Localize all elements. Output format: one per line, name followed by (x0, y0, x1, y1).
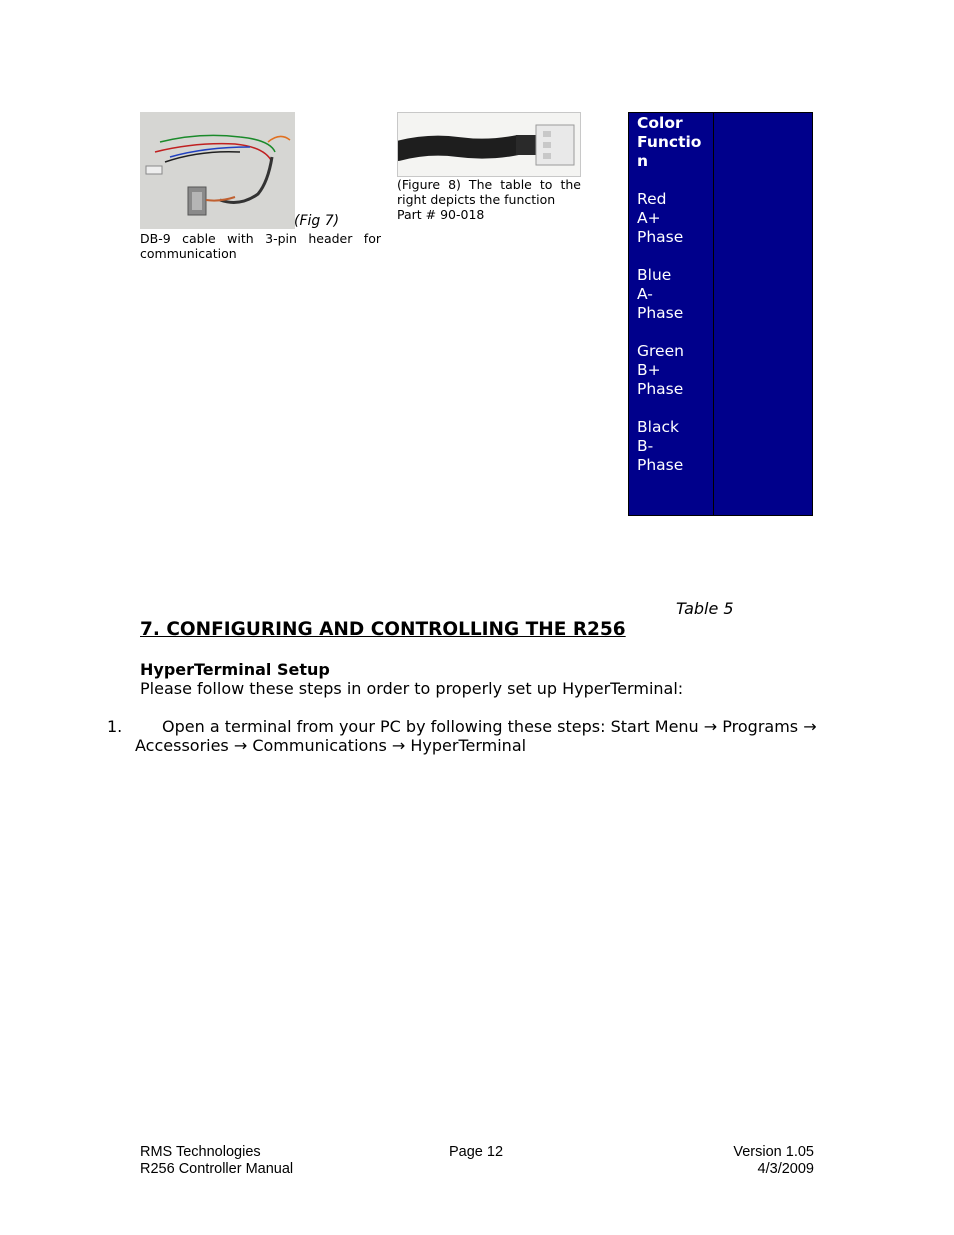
row-color: Black (637, 418, 679, 436)
row-phase-word: Phase (637, 304, 684, 322)
header-line-3: n (637, 152, 649, 170)
step-text-line1: Open a terminal from your PC by following these steps: Start Menu → Programs → (162, 717, 817, 736)
table-header (637, 114, 711, 171)
color-function-table (628, 112, 813, 516)
footer-left (140, 1144, 293, 1178)
figure-8-caption-line3: Part # 90-018 (397, 207, 485, 222)
table-first-column (637, 114, 711, 475)
intro-paragraph: Please follow these steps in order to properly set up HyperTerminal: (140, 679, 684, 698)
subsection-heading: HyperTerminal Setup (140, 660, 330, 679)
footer-right (640, 1144, 814, 1178)
row-phase: B- (637, 437, 654, 455)
table-caption: Table 5 (676, 599, 734, 618)
row-color: Blue (637, 266, 672, 284)
table-column-divider (713, 113, 714, 515)
row-color: Green (637, 342, 684, 360)
table-row-green (637, 342, 711, 399)
db9-cable-illustration (140, 112, 295, 229)
footer-version: Version 1.05 (733, 1144, 814, 1160)
row-phase-word: Phase (637, 456, 684, 474)
step-text-line2: Accessories → Communications → HyperTerminal (135, 736, 527, 755)
figure-8-caption-line1: (Figure 8) The table to the (397, 177, 581, 192)
step-number: 1. (107, 717, 123, 736)
row-phase: B+ (637, 361, 661, 379)
footer-manual-title: R256 Controller Manual (140, 1161, 294, 1177)
row-phase-word: Phase (637, 380, 684, 398)
table-row-blue (637, 266, 711, 323)
db9-cable-photo (140, 112, 295, 229)
figure-7-caption: DB-9 cable with 3-pin header for communication (140, 231, 381, 261)
cable-header-photo (397, 112, 581, 177)
table-row-black (637, 418, 711, 475)
cable-header-illustration (398, 113, 580, 176)
row-phase-word: Phase (637, 228, 684, 246)
figure-8-caption (397, 177, 581, 222)
row-color: Red (637, 190, 667, 208)
figure-8-caption-line2: right depicts the function (397, 192, 556, 207)
header-line-1: Color (637, 114, 683, 132)
row-phase: A- (637, 285, 653, 303)
table-row-red (637, 190, 711, 247)
row-phase: A+ (637, 209, 661, 227)
footer-date: 4/3/2009 (757, 1161, 814, 1177)
section-heading: 7. CONFIGURING AND CONTROLLING THE R256 (140, 619, 626, 640)
footer-page-number: Page 12 (449, 1144, 504, 1160)
figure-7-label: (Fig 7) (294, 213, 340, 229)
header-line-2: Functio (637, 133, 702, 151)
footer-company: RMS Technologies (140, 1144, 261, 1160)
